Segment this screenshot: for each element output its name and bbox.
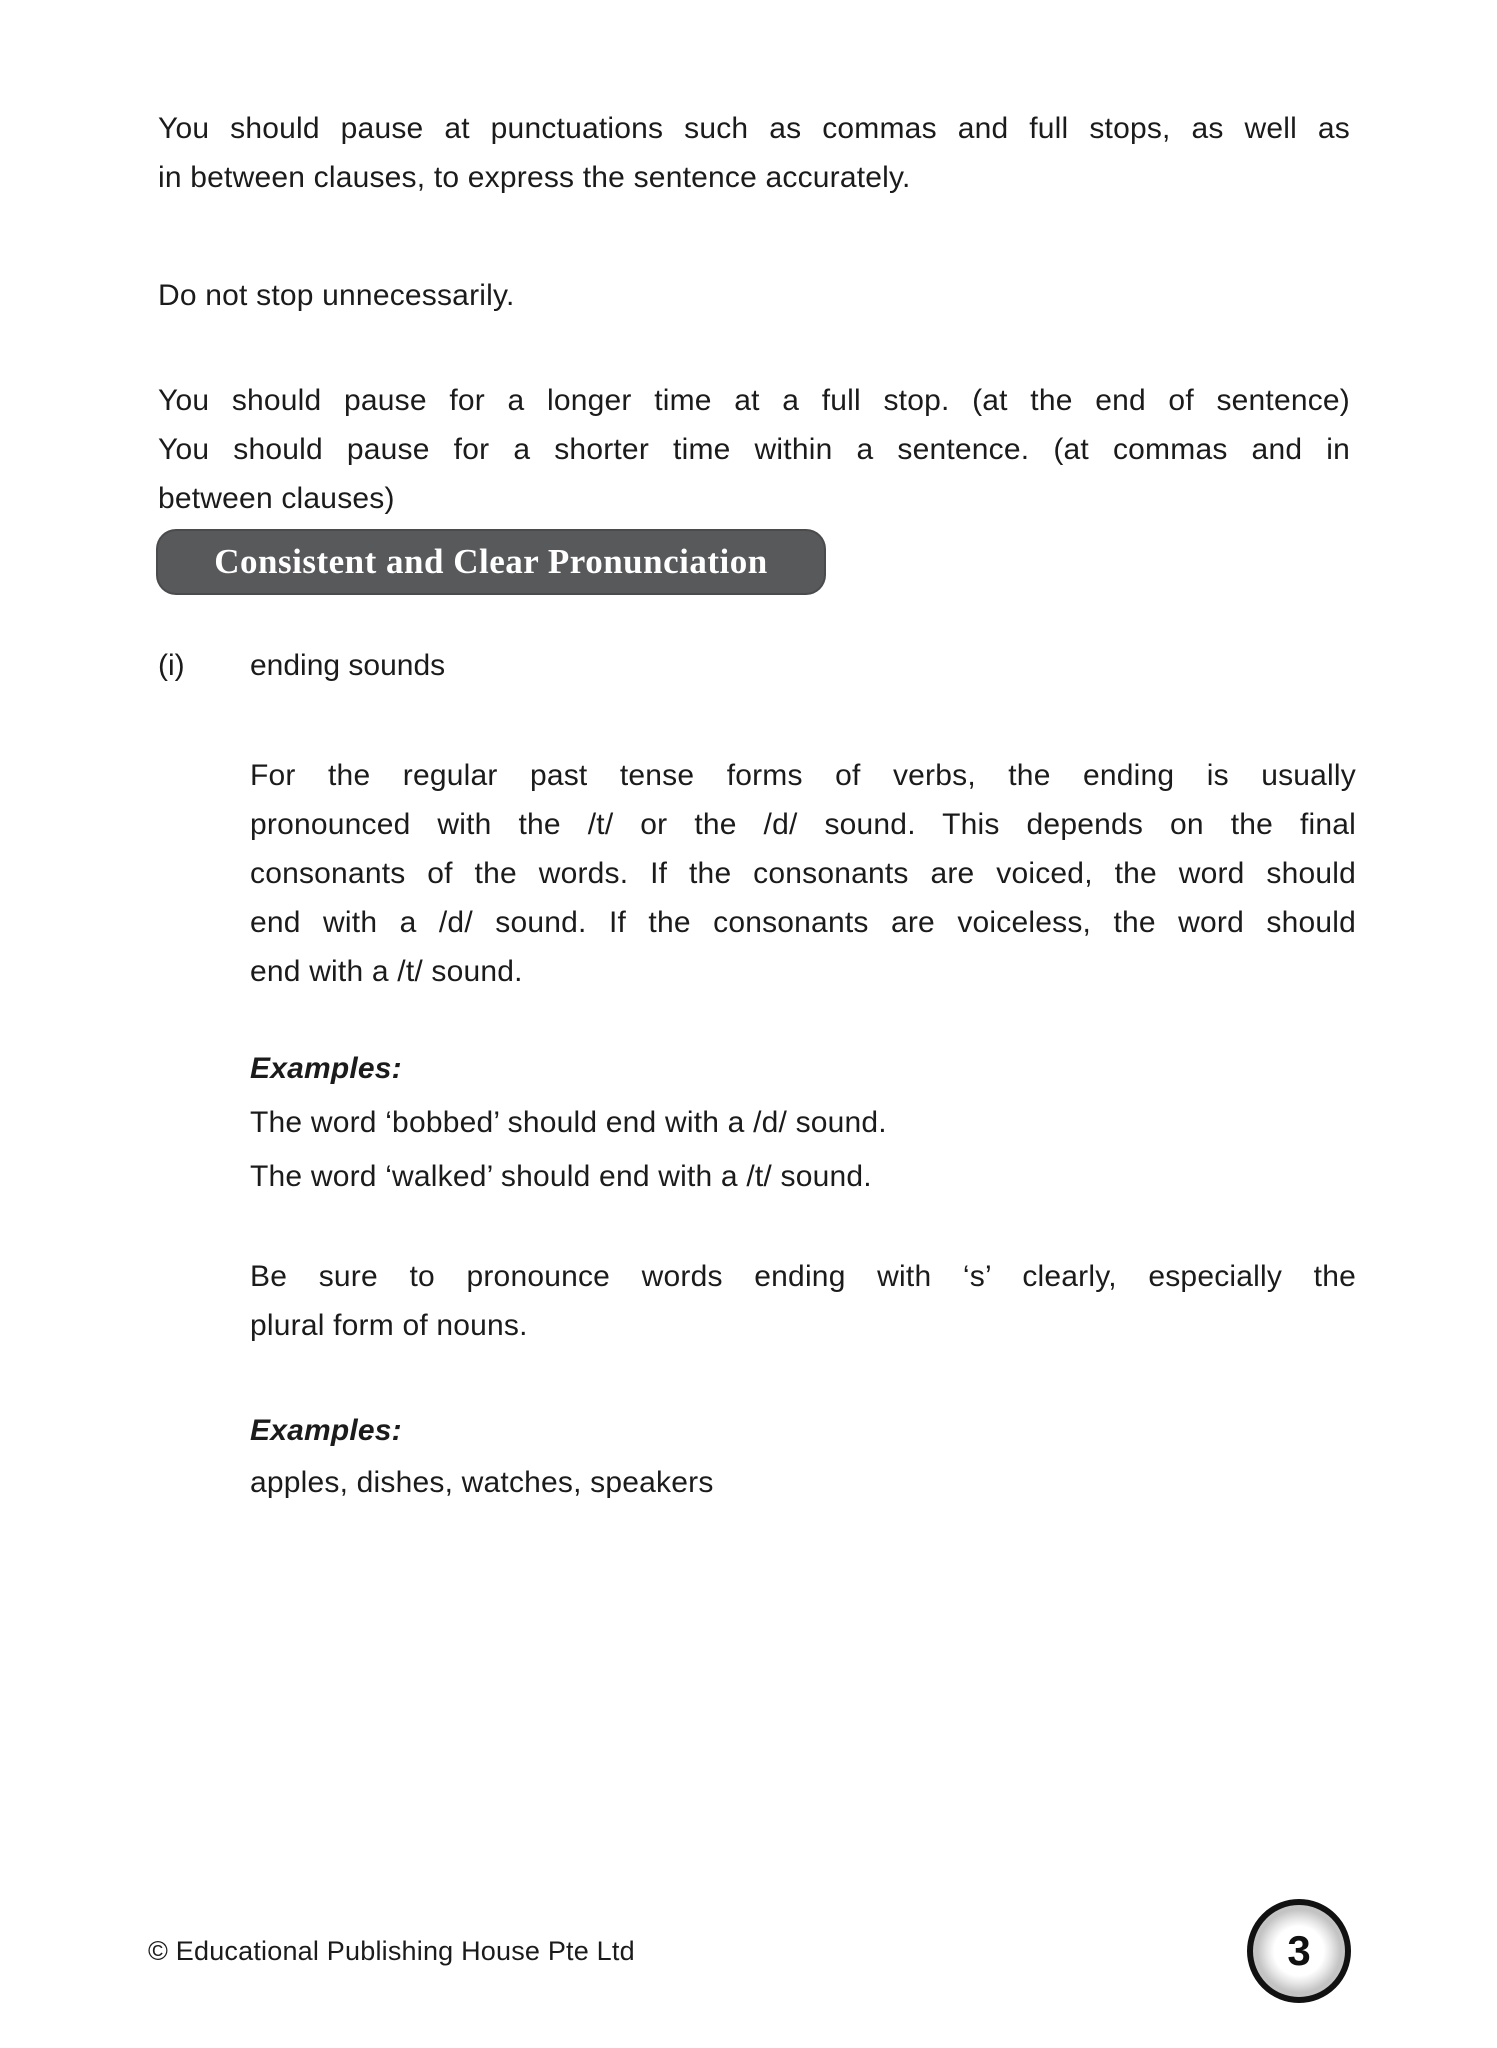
list-item-ending-sounds: [158, 641, 1350, 690]
examples-heading-label: Examples:: [250, 1052, 402, 1085]
copyright-notice: © Educational Publishing House Pte Ltd: [148, 1936, 635, 1966]
paragraph-past-tense-endings: [250, 751, 1356, 996]
section-heading-label: Consistent and Clear Pronunciation: [214, 542, 768, 581]
paragraph-line: end with a /d/ sound. If the consonants are voiceless, the word should: [250, 906, 1356, 939]
example-line: apples, dishes, watches, speakers: [250, 1466, 714, 1499]
example-line: The word ‘bobbed’ should end with a /d/ sound.: [250, 1106, 887, 1139]
paragraph-line: Do not stop unnecessarily.: [158, 279, 515, 312]
example-walked: [250, 1152, 1356, 1201]
paragraph-line: plural form of nouns.: [250, 1309, 528, 1342]
paragraph-line: You should pause for a longer time at a full stop. (at the end of sentence): [158, 384, 1350, 417]
paragraph-line: end with a /t/ sound.: [250, 955, 523, 988]
examples-heading-plural: [250, 1406, 1356, 1455]
list-item-title: ending sounds: [250, 649, 446, 682]
page-number-badge: [1247, 1899, 1351, 2003]
paragraph-do-not-stop: [158, 271, 1350, 320]
paragraph-line: You should pause at punctuations such as commas and full stops, as well as: [158, 112, 1350, 145]
paragraph-line: consonants of the words. If the consonants are voiced, the word should: [250, 857, 1356, 890]
examples-heading-label: Examples:: [250, 1414, 402, 1447]
paragraph-line: in between clauses, to express the sentence accurately.: [158, 161, 911, 194]
example-line: The word ‘walked’ should end with a /t/ sound.: [250, 1160, 872, 1193]
paragraph-line: Be sure to pronounce words ending with ‘s’ clearly, especially the: [250, 1260, 1356, 1293]
paragraph-line: You should pause for a shorter time within a sentence. (at commas and in: [158, 433, 1350, 466]
example-plural-words: [250, 1458, 1356, 1507]
page-number: 3: [1287, 1927, 1311, 1974]
paragraph-pause-length: [158, 376, 1350, 523]
paragraph-line: pronounced with the /t/ or the /d/ sound. This depends on the final: [250, 808, 1356, 841]
list-item-marker: (i): [158, 649, 185, 682]
section-heading-badge: [158, 531, 824, 593]
paragraph-line: between clauses): [158, 482, 395, 515]
examples-heading-ending: [250, 1044, 1356, 1093]
example-bobbed: [250, 1098, 1356, 1147]
paragraph-plural-s: [250, 1252, 1356, 1350]
paragraph-pause-punctuation: [158, 104, 1350, 202]
paragraph-line: For the regular past tense forms of verbs, the ending is usually: [250, 759, 1356, 792]
